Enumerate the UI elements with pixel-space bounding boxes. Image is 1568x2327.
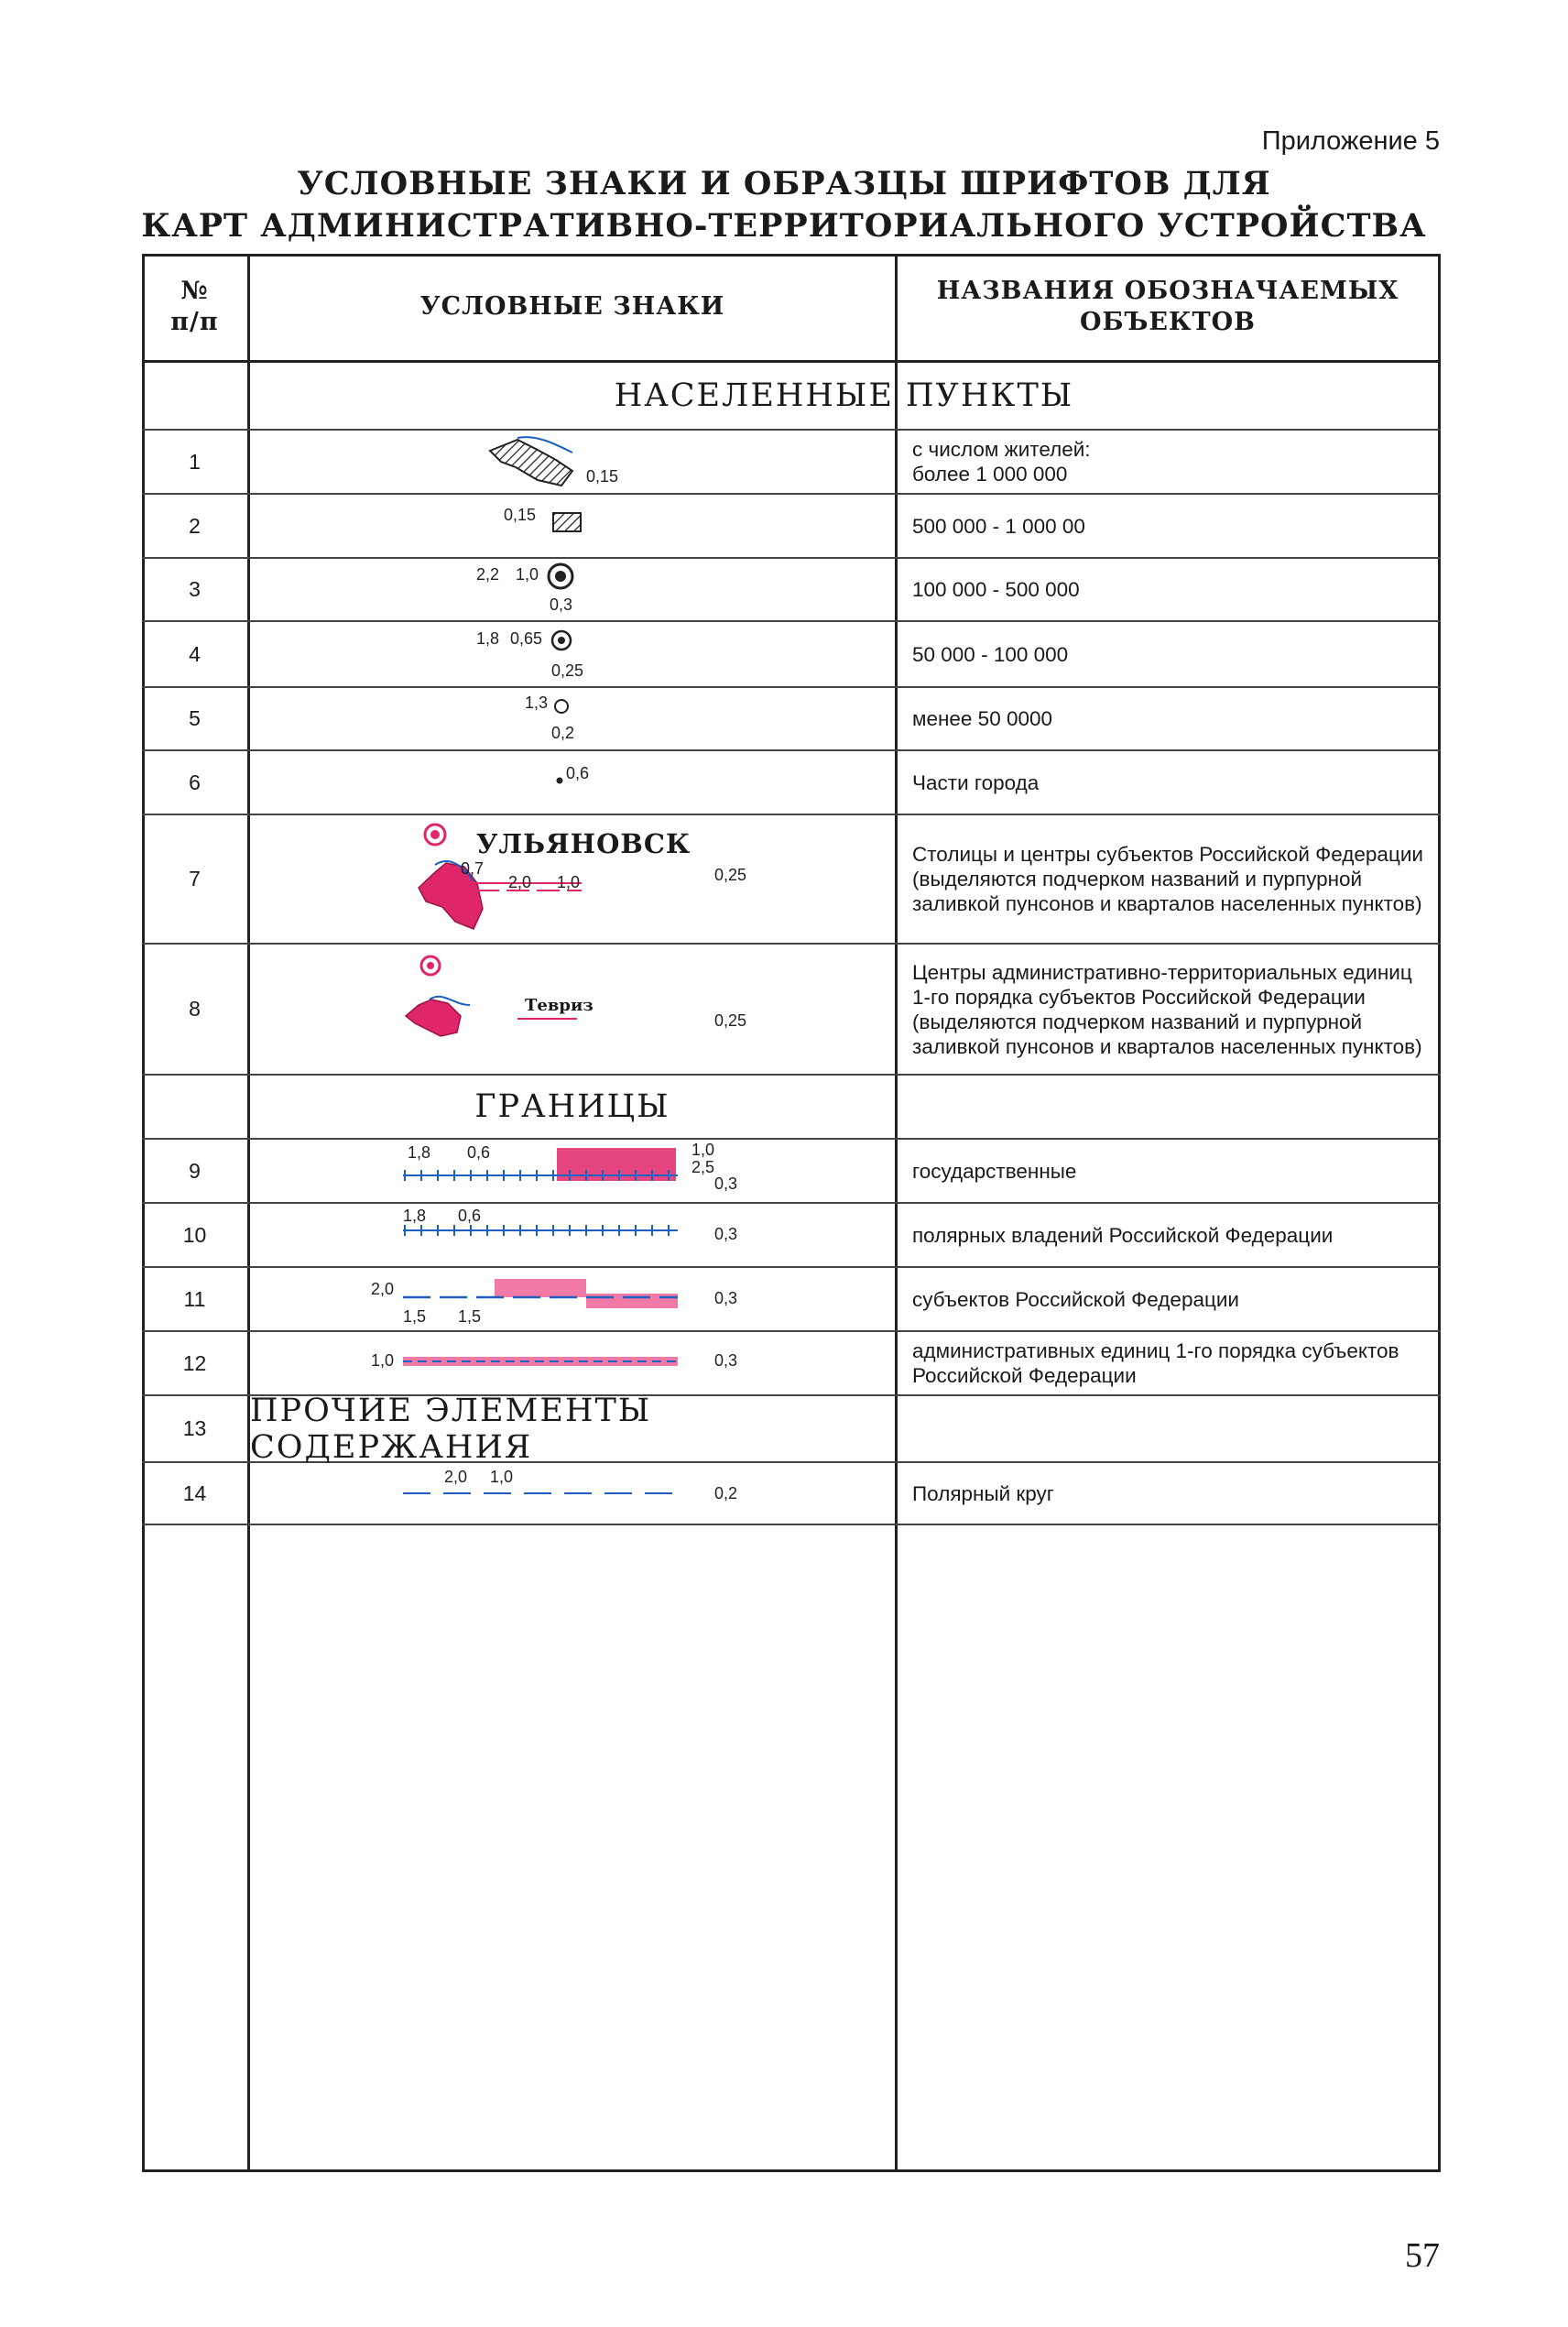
- dimension-label: 0,3: [714, 1174, 738, 1193]
- header-num: [142, 254, 247, 360]
- dimension-label: 0,6: [467, 1143, 491, 1162]
- row-desc-line: с числом жителей:: [912, 438, 1091, 461]
- section-other: [250, 1392, 895, 1466]
- dimension-label: 1,5: [458, 1307, 482, 1326]
- header-num-sign: №: [180, 277, 209, 305]
- header-names-line-2: ОБЪЕКТОВ: [1079, 308, 1256, 336]
- dimension-label: 2,2: [476, 565, 500, 584]
- header-num-abbrev: п/п: [170, 308, 219, 336]
- dimension-label: 1,0: [557, 873, 581, 891]
- polar-circle-symbol: [403, 1486, 687, 1501]
- dimension-label: 1,5: [403, 1307, 427, 1326]
- row-num: 11: [183, 1286, 206, 1311]
- dimension-label: 0,65: [510, 629, 543, 648]
- dimension-label: 1,3: [525, 694, 549, 712]
- dimension-label: 0,3: [714, 1351, 738, 1370]
- row-desc: Полярный круг: [912, 1481, 1054, 1505]
- dimension-label: 0,15: [504, 506, 537, 524]
- row-desc-line: более 1 000 000: [912, 463, 1068, 486]
- row-desc: [898, 431, 1438, 493]
- dimension-label: 1,0: [516, 565, 539, 584]
- header-names: [898, 254, 1438, 360]
- subject-border-symbol: [403, 1275, 687, 1312]
- polar-border-symbol: [403, 1221, 687, 1240]
- header-symbols: [250, 254, 895, 360]
- dimension-label: 0,15: [586, 467, 619, 486]
- punson-small-symbol: [551, 696, 572, 716]
- dimension-label: 0,3: [714, 1289, 738, 1307]
- row-num: 6: [189, 770, 201, 794]
- divider-num: [247, 254, 250, 2172]
- title-line-2: КАРТ АДМИНИСТРАТИВНО-ТЕРРИТОРИАЛЬНОГО УСТРОЙСТВА: [141, 207, 1427, 245]
- section-settlements-title: НАСЕЛЕННЫЕ ПУНКТЫ: [614, 377, 1074, 414]
- admin-unit-border-symbol: [403, 1353, 687, 1371]
- row-desc: административных единиц 1-го порядка субъектов Российской Федерации: [912, 1339, 1399, 1387]
- dimension-label: 0,6: [566, 764, 590, 782]
- page-title: [0, 163, 1568, 247]
- dimension-label: 2,0: [444, 1468, 468, 1486]
- dimension-label: 0,6: [458, 1207, 482, 1225]
- dimension-label: 2,0: [371, 1280, 395, 1298]
- dimension-label: 0,2: [551, 724, 575, 742]
- legend-table: [142, 254, 1441, 2172]
- title-line-1: УСЛОВНЫЕ ЗНАКИ И ОБРАЗЦЫ ШРИФТОВ ДЛЯ: [297, 165, 1271, 202]
- dimension-label: 0,3: [714, 1225, 738, 1243]
- section-other-title: ПРОЧИЕ ЭЛЕМЕНТЫ СОДЕРЖАНИЯ: [250, 1392, 652, 1466]
- row-desc: полярных владений Российской Федерации: [912, 1223, 1334, 1247]
- dimension-label: 0,25: [714, 866, 747, 884]
- punson-medium-symbol: [549, 628, 576, 655]
- row-desc: Столицы и центры субъектов Российской Федерации (выделяются подчерком названий и пурпурной заливкой пунсонов и кварталов населенных пунктов): [912, 843, 1423, 915]
- section-borders: [250, 1076, 895, 1138]
- city-name-sample: УЛЬЯНОВСК: [476, 828, 691, 859]
- row-num: 12: [182, 1350, 207, 1375]
- row-num: 4: [189, 641, 201, 666]
- state-border-symbol: [403, 1144, 696, 1190]
- header-symbols-text: УСЛОВНЫЕ ЗНАКИ: [419, 292, 725, 321]
- dimension-label: 2,0: [508, 873, 532, 891]
- row-num: 5: [189, 706, 201, 730]
- row-num: 8: [189, 997, 201, 1021]
- dot-symbol: [554, 775, 565, 786]
- dimension-label: 0,25: [714, 1011, 747, 1030]
- dimension-label: 1,8: [476, 629, 500, 648]
- hatched-block-symbol: [550, 509, 586, 537]
- row-desc: 500 000 - 1 000 00: [912, 514, 1085, 538]
- section-borders-title: ГРАНИЦЫ: [474, 1088, 670, 1125]
- section-settlements: [250, 363, 1438, 429]
- dimension-label: 1,0: [691, 1141, 715, 1159]
- row-desc: менее 50 0000: [912, 707, 1053, 730]
- dimension-label: 0,3: [550, 595, 573, 614]
- dimension-label: 1,8: [403, 1207, 427, 1225]
- row-desc: 50 000 - 100 000: [912, 642, 1069, 666]
- row-num: 1: [189, 449, 201, 474]
- page-number: 57: [1405, 2236, 1440, 2275]
- admin-center-name-sample: Тевриз: [525, 996, 593, 1015]
- row-num: 7: [189, 867, 201, 890]
- row-desc: Части города: [912, 770, 1040, 794]
- row-num: 3: [189, 577, 201, 601]
- row-num: 10: [182, 1222, 207, 1247]
- dimension-label: 1,8: [408, 1143, 431, 1162]
- dimension-label: 0,2: [714, 1484, 738, 1502]
- dimension-label: 0,25: [551, 661, 584, 680]
- punson-large-symbol: [545, 561, 578, 594]
- dimension-label: 1,0: [490, 1468, 514, 1486]
- row-desc: Центры административно-территориальных единиц 1-го порядка субъектов Российской Федерации (выделяются подчерком названий и пурпурной заливкой пунсонов и кварталов населенных пунктов): [912, 960, 1422, 1058]
- appendix-label: Приложение 5: [1261, 126, 1440, 156]
- row-desc: субъектов Российской Федерации: [912, 1287, 1240, 1311]
- row-num: 13: [182, 1416, 207, 1440]
- header-names-line-1: НАЗВАНИЯ ОБОЗНАЧАЕМЫХ: [936, 277, 1399, 305]
- row-divider: [142, 1524, 1441, 1525]
- dimension-label: 1,0: [371, 1351, 395, 1370]
- row-num: 14: [182, 1480, 207, 1505]
- dimension-label: 2,5: [691, 1158, 715, 1176]
- row-desc: 100 000 - 500 000: [912, 578, 1080, 601]
- dimension-label: 0,7: [461, 859, 485, 878]
- row-desc: государственные: [912, 1159, 1077, 1183]
- row-num: 2: [189, 513, 201, 538]
- row-num: 9: [189, 1158, 201, 1183]
